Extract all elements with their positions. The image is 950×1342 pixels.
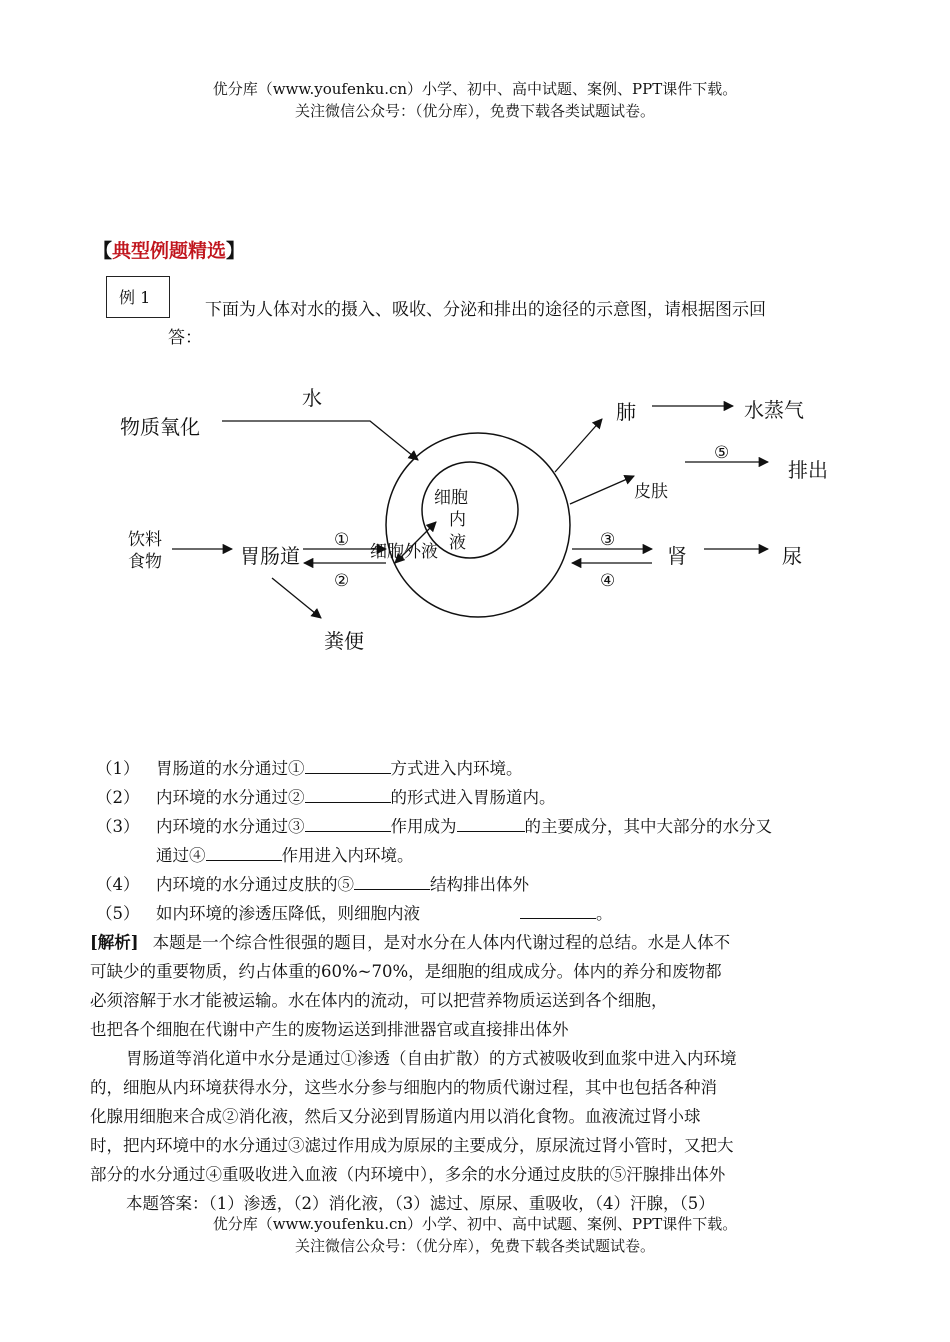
example-label: 例 1: [119, 288, 151, 307]
label-num5: ⑤: [714, 443, 730, 463]
oxidation-arrow: [222, 421, 418, 460]
header-line-2: 关注微信公众号：（优分库），免费下载各类试题试卷。: [294, 102, 655, 120]
label-kidney: 肾: [667, 544, 687, 568]
footer-line-1: 优分库（www.youfenku.cn）小学、初中、高中试题、案例、PPT课件下载。: [212, 1215, 738, 1233]
analysis-line-8: 时，把内环境中的水分通过③滤过作用成为原尿的主要成分，原尿流过肾小管时，又把大: [90, 1136, 734, 1155]
footer-line-2: 关注微信公众号：（优分库），免费下载各类试题试卷。: [294, 1237, 655, 1255]
feces-arrow: [272, 578, 321, 618]
bracket-open: 【: [93, 240, 113, 262]
analysis-line-7: 化腺用细胞来合成②消化液，然后又分泌到胃肠道内用以消化食物。血液流过肾小球: [90, 1107, 701, 1126]
question-4: （4） 内环境的水分通过皮肤的⑤ 结构排出体外: [96, 875, 529, 894]
label-gi-tract: 胃肠道: [240, 544, 300, 568]
analysis-tag: [解析]: [90, 933, 139, 952]
label-num2: ②: [334, 571, 350, 591]
answer-blank[interactable]: [457, 815, 525, 832]
answer-blank[interactable]: [354, 873, 430, 890]
analysis-line-9: 部分的水分通过④重吸收进入血液（内环境中），多余的水分通过皮肤的⑤汗腺排出体外: [90, 1165, 726, 1184]
answer-blank[interactable]: [206, 844, 282, 861]
analysis-line-5: 胃肠道等消化道中水分是通过①渗透（自由扩散）的方式被吸收到血浆中进入内环境: [126, 1049, 737, 1068]
section-title-text: 典型例题精选: [112, 240, 227, 262]
label-excrete: 排出: [788, 458, 828, 482]
label-oxidation: 物质氧化: [120, 415, 200, 439]
analysis-line-1: [解析] 本题是一个综合性很强的题目，是对水分在人体内代谢过程的总结。水是人体不: [90, 933, 731, 952]
label-urine: 尿: [782, 544, 802, 568]
example-intro-line-2: 答：: [168, 328, 202, 348]
answer-blank[interactable]: [305, 815, 391, 832]
analysis-line-6: 的，细胞从内环境获得水分，这些水分参与细胞内的物质代谢过程，其中也包括各种消: [90, 1078, 717, 1097]
label-vapor: 水蒸气: [744, 398, 804, 422]
to-lung-arrow: [555, 419, 602, 472]
label-num3: ③: [600, 530, 616, 550]
analysis-line-4: 也把各个细胞在代谢中产生的废物运送到排泄器官或直接排出体外: [90, 1020, 569, 1039]
answer-line: 本题答案：（1）渗透，（2）消化液，（3）滤过、原尿、重吸收，（4）汗腺，（5）: [126, 1194, 715, 1213]
header-line-1: 优分库（www.youfenku.cn）小学、初中、高中试题、案例、PPT课件下载。: [212, 80, 738, 98]
analysis-line-3: 必须溶解于水才能被运输。水在体内的流动，可以把营养物质运送到各个细胞，: [90, 991, 668, 1010]
answer-blank[interactable]: [520, 902, 596, 919]
extracellular-fluid-circle: [386, 433, 570, 617]
answer-blank[interactable]: [305, 786, 391, 803]
question-3: （3） 内环境的水分通过③ 作用成为 的主要成分，其中大部分的水分又: [96, 817, 772, 836]
analysis-line-2: 可缺少的重要物质，约占体重的60%~70%，是细胞的组成成分。体内的养分和废物都: [90, 962, 722, 981]
question-1: （1） 胃肠道的水分通过① 方式进入内环境。: [96, 759, 523, 778]
label-num4: ④: [600, 571, 616, 591]
label-extracellular-fluid: 细胞外液: [370, 542, 438, 562]
label-drink: 饮料: [128, 530, 162, 550]
question-2: （2） 内环境的水分通过② 的形式进入胃肠道内。: [96, 788, 556, 807]
question-3-cont: 通过④ 作用进入内环境。: [156, 846, 414, 865]
label-lung: 肺: [616, 400, 636, 424]
label-intracellular-2: 内: [449, 510, 466, 530]
label-water: 水: [302, 386, 322, 410]
label-skin: 皮肤: [634, 482, 668, 502]
example-intro-line-1: 下面为人体对水的摄入、吸收、分泌和排出的途径的示意图，请根据图示回: [205, 300, 766, 320]
bracket-close: 】: [226, 240, 246, 262]
water-pathway-diagram: [0, 370, 950, 670]
section-title: [93, 236, 245, 263]
label-food: 食物: [128, 552, 162, 572]
answer-blank[interactable]: [305, 757, 391, 774]
question-5: （5） 如内环境的渗透压降低，则细胞内液 。: [96, 904, 613, 923]
label-num1: ①: [334, 530, 350, 550]
label-feces: 粪便: [324, 629, 364, 653]
label-intracellular-3: 液: [449, 533, 466, 553]
to-skin-arrow: [570, 476, 634, 504]
label-intracellular-1: 细胞: [434, 488, 468, 508]
example-label-box: [106, 276, 170, 318]
